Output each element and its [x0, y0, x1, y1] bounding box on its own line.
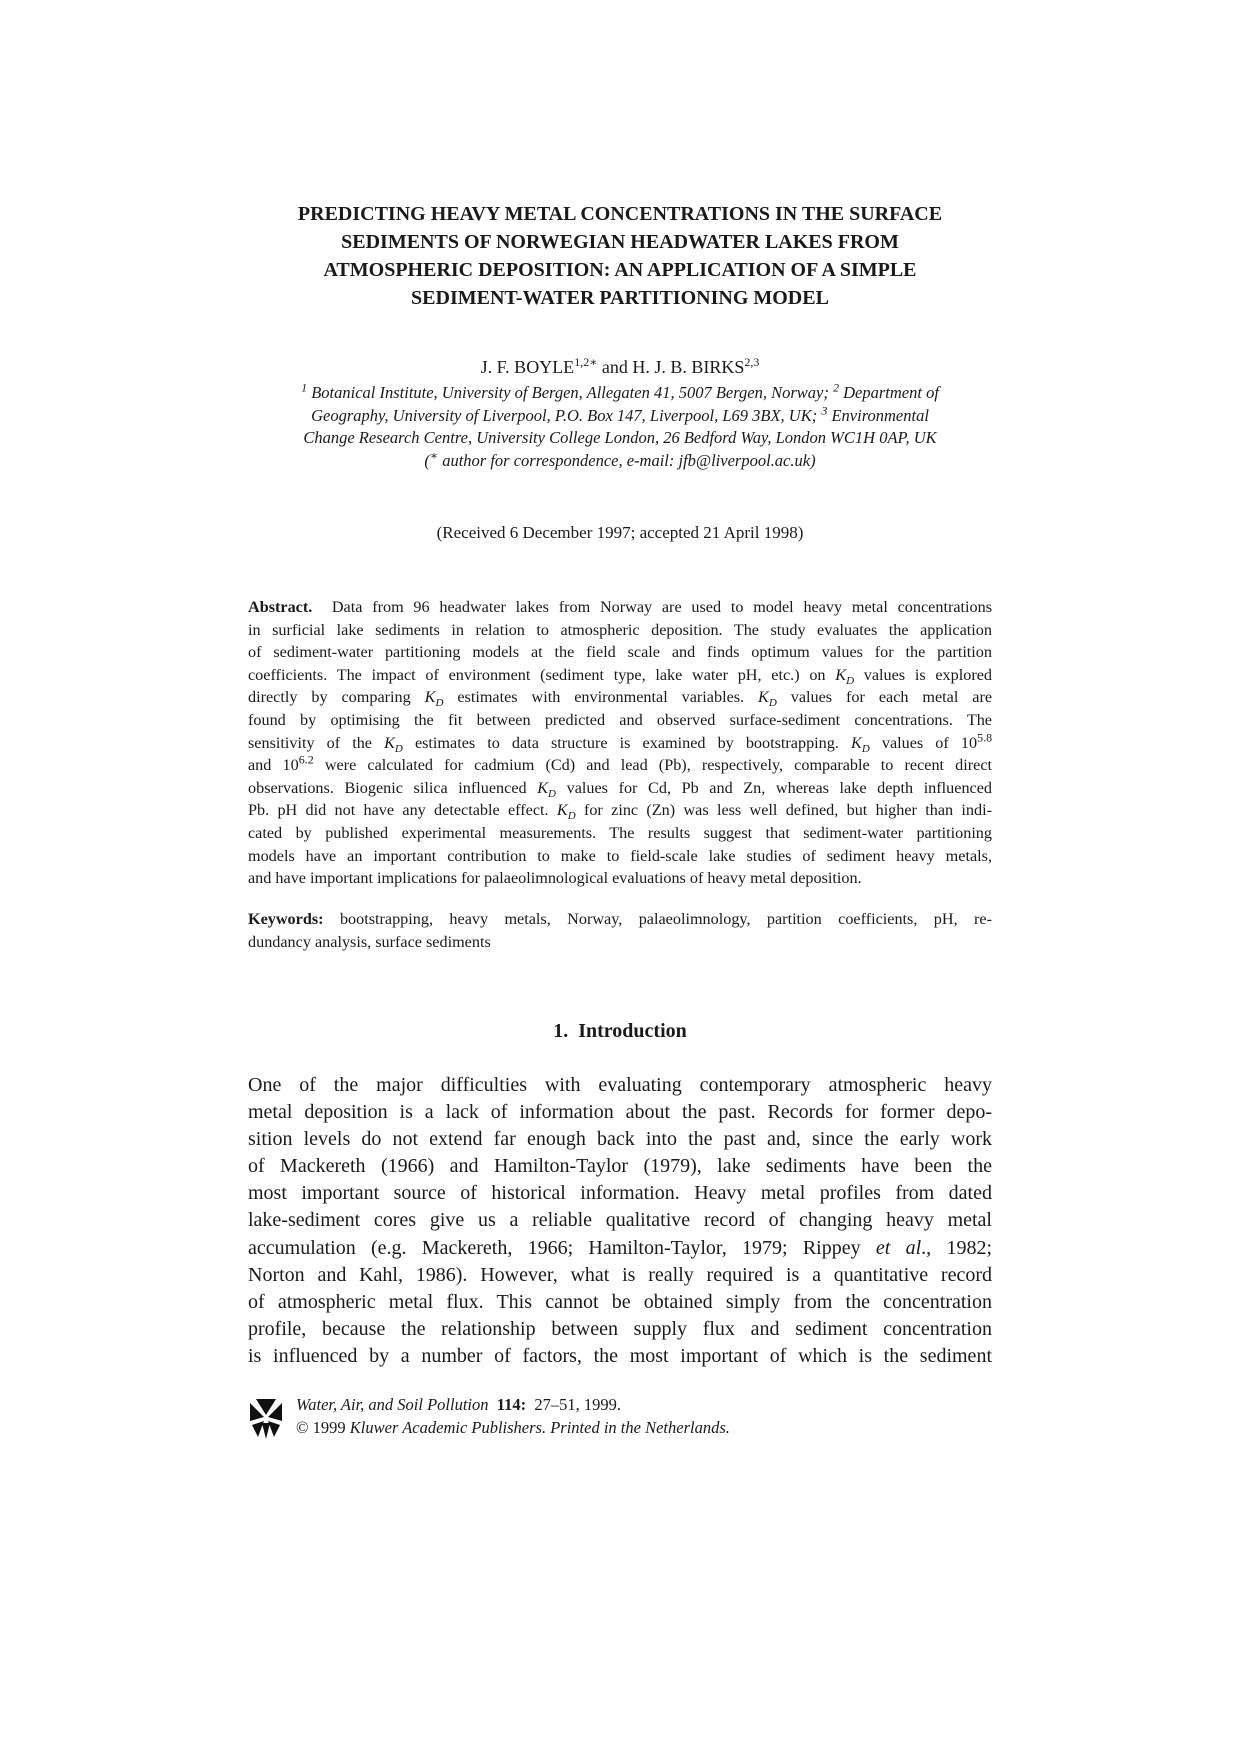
abstract-line: found by optimising the fit between predicted and observed surface-sediment concentrations. The [248, 710, 992, 729]
kd-symbol [556, 801, 576, 823]
body-line: lake-sediment cores give us a reliable qualitative record of changing heavy metal [248, 1209, 992, 1232]
body-line: Norton and Kahl, 1986). However, what is really required is a quantitative record [248, 1263, 992, 1286]
body-line: sition levels do not extend far enough back into the past and, since the early work [248, 1128, 992, 1151]
keywords-text: bootstrapping, heavy metals, Norway, palaeolimnology, partition coefficients, pH, re- [339, 910, 993, 928]
citation-line [296, 1393, 730, 1416]
body-line: of Mackereth (1966) and Hamilton-Taylor (1979), lake sediments have been the [248, 1155, 992, 1178]
introduction-body [248, 1072, 992, 1370]
title-line: SEDIMENT-WATER PARTITIONING MODEL [411, 287, 829, 309]
affiliation-line: Change Research Centre, University College London, 26 Bedford Way, London WC1H 0AP, UK [303, 428, 937, 447]
kd-symbol [758, 688, 777, 710]
abstract-text: were calculated for cadmium (Cd) and lead (Pb), respectively, comparable to recent direct [324, 756, 992, 775]
kd-d: D [861, 742, 870, 755]
abstract-line [248, 754, 992, 777]
abstract-text: directly by comparing [248, 688, 411, 707]
section-heading [250, 1018, 990, 1044]
body-line: One of the major difficulties with evaluating contemporary atmospheric heavy [248, 1074, 992, 1096]
exponent: 5.8 [977, 730, 993, 745]
kd-k: K [537, 778, 549, 797]
author-line [250, 356, 990, 378]
abstract-label: Abstract. [248, 598, 313, 616]
keywords-line: dundancy analysis, surface sediments [248, 932, 491, 951]
abstract-line [248, 686, 992, 709]
abstract-text: coefficients. The impact of environment (sediment type, lake water pH, etc.) on [248, 665, 826, 684]
body-text [876, 1237, 992, 1259]
kd-k: K [424, 688, 436, 707]
affiliation-text: Botanical Institute, University of Bergen, Allegaten 41, 5007 Bergen, Norway; [311, 383, 829, 402]
affiliations [250, 382, 990, 472]
kd-symbol [537, 778, 556, 800]
keywords-label: Keywords: [248, 910, 324, 928]
citation-etal: et al [875, 1236, 922, 1259]
affiliation-text: Department of [843, 383, 939, 402]
affil-sup: 2 [833, 380, 839, 395]
abstract-text: estimates with environmental variables. [457, 688, 745, 707]
abstract-text: for zinc (Zn) was less well defined, but higher than indi- [583, 801, 993, 820]
kd-k: K [835, 665, 847, 684]
abstract-text: Data from 96 headwater lakes from Norway are used to model heavy metal concentrations [331, 598, 992, 616]
title-line: ATMOSPHERIC DEPOSITION: AN APPLICATION OF A SIMPLE [323, 259, 917, 281]
kd-symbol [835, 665, 855, 688]
abstract-text [881, 730, 993, 752]
affiliation-text: Environmental [831, 405, 929, 425]
kd-k: K [556, 801, 568, 820]
abstract-line: of sediment-water partitioning models at the field scale and finds optimum values for the partition [248, 643, 992, 662]
paper-title [250, 200, 990, 312]
body-text: accumulation (e.g. Mackereth, 1966; Hamilton-Taylor, 1979; Rippey [248, 1236, 861, 1259]
kd-d: D [846, 675, 855, 688]
body-line [248, 1235, 992, 1262]
copyright-line [296, 1416, 730, 1439]
abstract-line [248, 799, 992, 822]
keywords [248, 908, 992, 953]
abstract-text: estimates to data structure is examined by bootstrapping. [414, 733, 839, 752]
abstract-text: and 10 [248, 756, 299, 775]
author-affil-sup: 1,2∗ [574, 355, 598, 369]
kd-d: D [768, 697, 777, 710]
kd-symbol [384, 733, 403, 755]
body-line: most important source of historical information. Heavy metal profiles from dated [248, 1182, 992, 1205]
abstract [248, 596, 992, 890]
abstract-text: values for Cd, Pb and Zn, whereas lake depth influenced [566, 778, 993, 797]
affiliation-line [250, 405, 990, 428]
title-line: PREDICTING HEAVY METAL CONCENTRATIONS IN THE SURFACE [297, 203, 943, 225]
kd-d: D [394, 742, 403, 755]
body-line: profile, because the relationship between supply flux and sediment concentration [248, 1317, 992, 1340]
abstract-text: Pb. pH did not have any detectable effect. [248, 801, 549, 820]
journal-pages: 27–51, 1999. [534, 1395, 621, 1414]
abstract-line [248, 732, 992, 755]
abstract-line: models have an important contribution to make to field-scale lake studies of sediment heavy metals, [248, 846, 992, 865]
kd-d: D [548, 787, 556, 800]
kd-k: K [758, 688, 769, 707]
affiliation-text: Geography, University of Liverpool, P.O. Box 147, Liverpool, L69 3BX, UK; [311, 405, 818, 425]
affil-sup: 3 [821, 403, 828, 417]
body-line: of atmospheric metal flux. This cannot be obtained simply from the concentration [248, 1290, 992, 1313]
author-name: H. J. B. BIRKS [632, 357, 745, 377]
body-text: ., 1982; [921, 1236, 992, 1259]
abstract-line [248, 777, 992, 800]
abstract-line [248, 664, 992, 687]
abstract-text: values of 10 [881, 733, 978, 752]
affiliation-line [250, 382, 990, 405]
abstract-line: and have important implications for palaeolimnological evaluations of heavy metal deposition. [248, 869, 862, 888]
correspondence-text: author for correspondence, e-mail: jfb@liverpool.ac.uk) [442, 450, 816, 470]
abstract-line: in surficial lake sediments in relation to atmospheric deposition. The study evaluates the application [248, 620, 992, 639]
kd-symbol [424, 688, 444, 710]
section-number: 1. [553, 1020, 569, 1042]
kd-k: K [851, 733, 862, 752]
paren: ( [424, 450, 430, 470]
keywords-line [248, 908, 992, 931]
abstract-text: values for each metal are [790, 688, 993, 707]
publisher-logo-icon [248, 1399, 284, 1439]
corr-sup: ∗ [429, 448, 439, 462]
kd-d: D [435, 697, 444, 710]
copyright-year: © 1999 [296, 1418, 346, 1437]
footer-text [296, 1393, 730, 1439]
author-conjunction: and [601, 357, 628, 377]
abstract-line: cated by published experimental measurements. The results suggest that sediment-water partitioning [248, 823, 992, 842]
section-title: Introduction [578, 1020, 687, 1042]
kd-symbol [851, 733, 870, 755]
abstract-line [248, 596, 992, 619]
author-affil-sup: 2,3 [744, 355, 760, 369]
publication-footer [248, 1393, 992, 1449]
abstract-text: observations. Biogenic silica influenced [248, 778, 527, 797]
abstract-text [248, 752, 314, 775]
correspondence-line [250, 450, 990, 473]
author-name: J. F. BOYLE [480, 357, 575, 377]
kd-k: K [384, 733, 395, 752]
journal-volume: 114: [496, 1395, 527, 1414]
abstract-text: values is explored [863, 665, 992, 684]
publisher-name: Kluwer Academic Publishers. Printed in the Netherlands. [349, 1418, 730, 1437]
received-dates: (Received 6 December 1997; accepted 21 April 1998) [436, 523, 804, 542]
journal-name: Water, Air, and Soil Pollution [296, 1395, 489, 1414]
abstract-text: sensitivity of the [248, 733, 372, 752]
exponent: 6.2 [298, 752, 314, 767]
affil-sup: 1 [301, 380, 308, 395]
body-line: is influenced by a number of factors, the most important of which is the sediment [248, 1344, 992, 1367]
body-line: metal deposition is a lack of information about the past. Records for former depo- [248, 1101, 992, 1124]
kd-d: D [567, 810, 576, 823]
title-line: SEDIMENTS OF NORWEGIAN HEADWATER LAKES FROM [341, 231, 899, 253]
